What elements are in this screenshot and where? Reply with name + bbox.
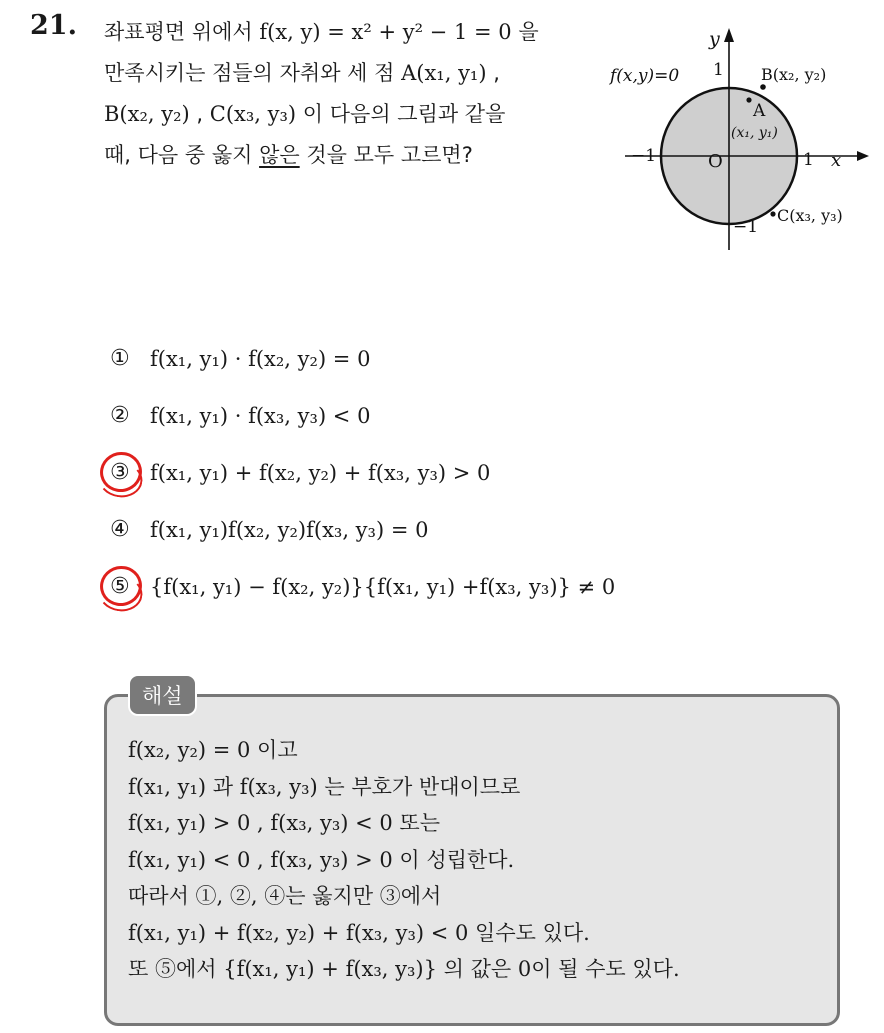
y-axis-arrow: [724, 28, 734, 42]
tick-x-1: 1: [803, 150, 814, 170]
point-a-label: A: [753, 101, 766, 121]
question-equation: f(x, y) = x² + y² − 1 = 0: [259, 20, 512, 44]
choice-number: ⑤: [110, 574, 130, 599]
solution-label: 해설: [128, 674, 197, 716]
choice-number: ③: [110, 460, 130, 485]
point-a-dot: [746, 97, 751, 102]
point-a-def: A(x₁, y₁): [401, 61, 487, 85]
red-check-circle-icon: [96, 448, 145, 496]
solution-line-4: f(x₁, y₁) < 0 , f(x₃, y₃) > 0 이 성립한다.: [128, 847, 515, 872]
solution-line-3: f(x₁, y₁) > 0 , f(x₃, y₃) < 0 또는: [128, 811, 440, 835]
solution-line-7: 또 ⑤에서 {f(x₁, y₁) + f(x₃, y₃)} 의 값은 0이 될 수도 있다.: [128, 957, 680, 981]
question-line-2-pre: 만족시키는 점들의 자취와 세 점: [104, 61, 402, 85]
question-line-4-pre: 때, 다음 중 옳지: [104, 143, 260, 167]
red-check-circle-icon: [96, 562, 145, 610]
choice-4[interactable]: [110, 501, 615, 558]
solution-line-6: f(x₁, y₁) + f(x₂, y₂) + f(x₃, y₃) < 0 일수도 있다.: [128, 920, 590, 945]
choice-expression: {f(x₁, y₁) − f(x₂, y₂)}{f(x₁, y₁) +f(x₃, y₃)} ≠ 0: [150, 574, 616, 599]
curve-label: f(x,y)=0: [610, 66, 680, 86]
question-line-1: [104, 12, 594, 53]
question-line-3-sep: ,: [189, 102, 210, 126]
choice-2[interactable]: [110, 387, 615, 444]
point-b-def: B(x₂, y₂): [104, 102, 190, 126]
tick-y-1: 1: [713, 60, 724, 80]
question-line-1-post: 을: [511, 20, 539, 44]
choice-expression: f(x₁, y₁) · f(x₂, y₂) = 0: [150, 346, 371, 371]
solution-text: [128, 732, 680, 988]
x-axis-arrow: [857, 151, 869, 161]
question-text: [104, 12, 594, 176]
point-c-label: C(x₃, y₃): [777, 206, 843, 225]
choice-5[interactable]: [110, 558, 615, 615]
question-line-4: [104, 135, 594, 176]
x-axis-label: x: [831, 150, 842, 171]
choice-number: ②: [110, 403, 130, 428]
point-c-dot: [770, 211, 775, 216]
choice-number: ④: [110, 517, 130, 542]
y-axis-label: y: [709, 28, 720, 50]
choice-number: ①: [110, 346, 130, 371]
solution-line-1: f(x₂, y₂) = 0 이고: [128, 738, 298, 762]
choice-expression: f(x₁, y₁) + f(x₂, y₂) + f(x₃, y₃) > 0: [150, 460, 491, 485]
question-line-3: [104, 94, 594, 135]
question-line-1-pre: 좌표평면 위에서: [104, 20, 260, 44]
choice-expression: f(x₁, y₁)f(x₂, y₂)f(x₃, y₃) = 0: [150, 517, 429, 542]
question-line-2: [104, 53, 594, 94]
tick-x-neg-1: −1: [631, 146, 657, 166]
point-b-dot: [760, 84, 766, 90]
answer-choices: [110, 330, 615, 615]
choice-expression: f(x₁, y₁) · f(x₃, y₃) < 0: [150, 403, 371, 428]
question-number: 21.: [30, 10, 77, 41]
question-line-4-post: 것을 모두 고르면?: [299, 143, 473, 167]
tick-y-neg-1: −1: [733, 217, 759, 237]
point-b-label: B(x₂, y₂): [761, 65, 827, 84]
origin-label: O: [708, 151, 723, 172]
question-line-3-post: 이 다음의 그림과 같을: [296, 102, 506, 126]
underlined-word: 않은: [259, 143, 300, 167]
choice-3[interactable]: [110, 444, 615, 501]
point-c-def: C(x₃, y₃): [209, 102, 297, 126]
solution-line-2: f(x₁, y₁) 과 f(x₃, y₃) 는 부호가 반대이므로: [128, 774, 521, 799]
choice-1[interactable]: [110, 330, 615, 387]
solution-line-5: 따라서 ①, ②, ④는 옳지만 ③에서: [128, 884, 442, 908]
question-line-2-post: ,: [486, 61, 500, 85]
unit-circle-diagram: [605, 20, 875, 260]
point-a-coords: (x₁, y₁): [731, 125, 778, 141]
